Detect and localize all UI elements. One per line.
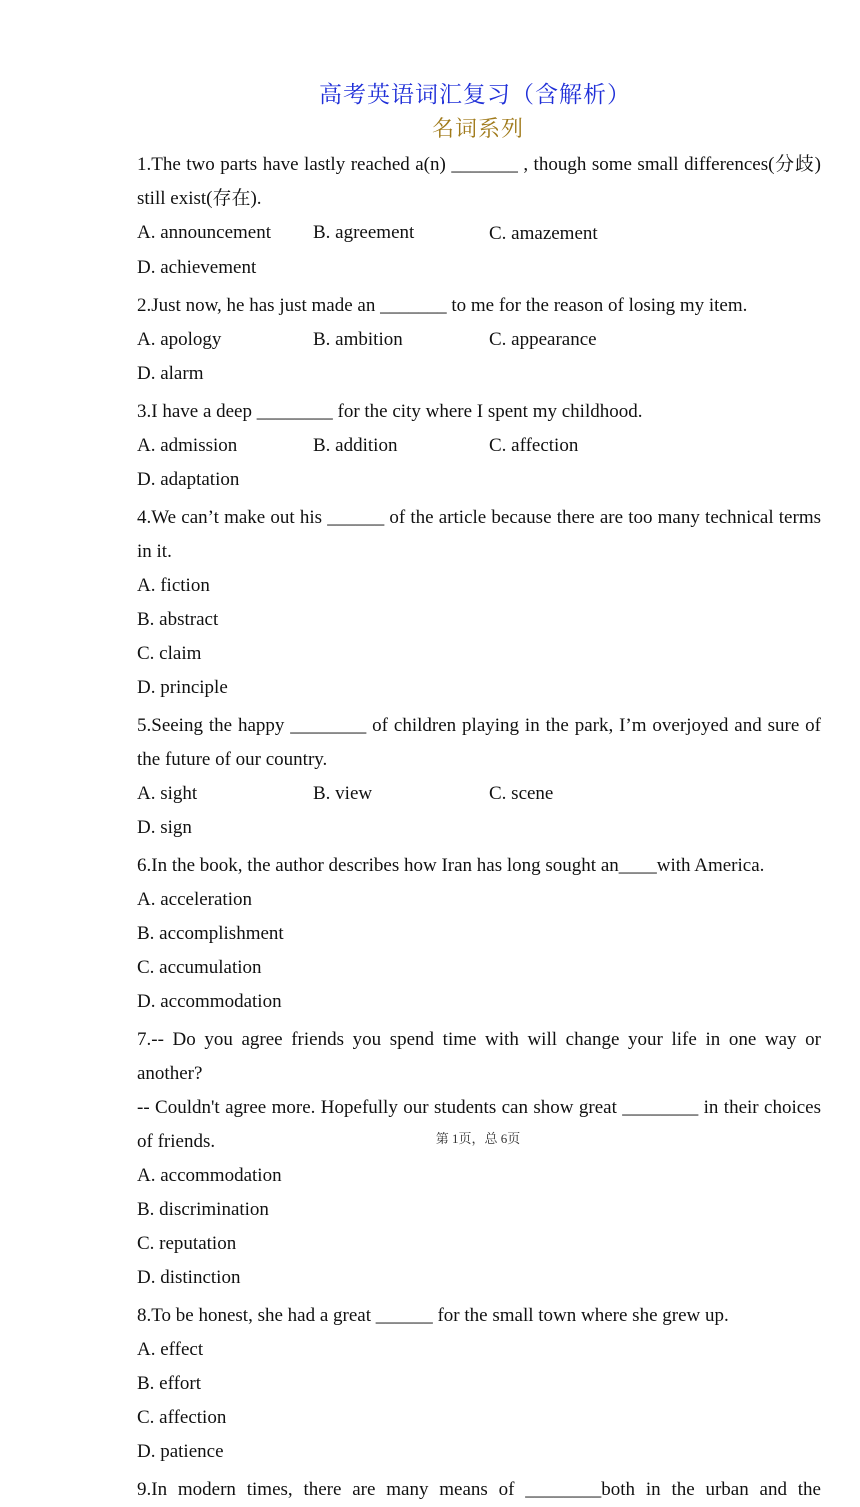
options [137, 429, 821, 497]
question-text: 8.To be honest, she had a great ______ for the small town where she grew up. [137, 1305, 729, 1326]
question-text: 1.The two parts have lastly reached a(n) _______ , though some small differences(分歧) still exist(存在). [137, 154, 821, 209]
question-5 [137, 709, 821, 845]
option-c: C. reputation [137, 1233, 237, 1254]
option-a: A. apology [137, 329, 222, 350]
option-d: D. principle [137, 677, 228, 698]
option-c: C. affection [137, 1407, 227, 1428]
question-text: 6.In the book, the author describes how Iran has long sought an____with America. [137, 855, 765, 876]
option-d: D. alarm [137, 363, 204, 384]
question-1 [137, 148, 821, 285]
option-c: C. scene [489, 783, 554, 804]
option-c: C. amazement [489, 223, 598, 244]
question-text: 2.Just now, he has just made an _______ to me for the reason of losing my item. [137, 295, 748, 316]
option-b: B. ambition [313, 329, 403, 350]
page-title: 高考英语词汇复习（含解析） [319, 82, 631, 107]
option-d: D. sign [137, 817, 192, 838]
option-a: A. sight [137, 783, 198, 804]
question-3 [137, 395, 821, 497]
option-b: B. accomplishment [137, 923, 284, 944]
option-a: A. admission [137, 435, 238, 456]
option-b: B. view [313, 783, 373, 804]
question-text: 5.Seeing the happy ________ of children playing in the park, I’m overjoyed and sure of the future of our country. [137, 715, 821, 770]
question-reply-text: -- Couldn't agree more. Hopefully our students can show great ________ in their choices of friends. [137, 1097, 821, 1152]
option-b: B. agreement [313, 222, 415, 243]
option-d: D. achievement [137, 257, 257, 278]
question-8 [137, 1299, 821, 1469]
options [137, 1333, 821, 1469]
option-c: C. claim [137, 643, 202, 664]
question-list [137, 148, 821, 1507]
option-d: D. distinction [137, 1267, 241, 1288]
option-b: B. addition [313, 435, 398, 456]
question-7 [137, 1023, 821, 1295]
page-footer: 第 1页，总 6页 [435, 1131, 521, 1146]
options [137, 777, 821, 845]
option-d: D. adaptation [137, 469, 240, 490]
option-d: D. patience [137, 1441, 224, 1462]
option-a: A. accommodation [137, 1165, 282, 1186]
options [137, 883, 821, 1019]
options [137, 1159, 821, 1295]
option-a: A. acceleration [137, 889, 252, 910]
options [137, 323, 821, 391]
option-a: A. effect [137, 1339, 204, 1360]
question-2 [137, 289, 821, 391]
question-text: 7.-- Do you agree friends you spend time with will change your life in one way or another? [137, 1029, 821, 1084]
question-text: 4.We can’t make out his ______ of the article because there are too many technical terms in it. [137, 507, 821, 562]
option-c: C. affection [489, 435, 579, 456]
question-text: 9.In modern times, there are many means of ________both in the urban and the [137, 1479, 821, 1500]
question-9 [137, 1473, 821, 1507]
option-d: D. accommodation [137, 991, 282, 1012]
page-subtitle: 名词系列 [431, 116, 524, 141]
question-4 [137, 501, 821, 705]
option-a: A. fiction [137, 575, 210, 596]
option-a: A. announcement [137, 222, 272, 243]
option-b: B. abstract [137, 609, 219, 630]
option-c: C. appearance [489, 329, 597, 350]
question-6 [137, 849, 821, 1019]
options [137, 216, 821, 285]
option-b: B. effort [137, 1373, 202, 1394]
question-text: 3.I have a deep ________ for the city where I spent my childhood. [137, 401, 643, 422]
options [137, 569, 821, 705]
option-c: C. accumulation [137, 957, 262, 978]
option-b: B. discrimination [137, 1199, 269, 1220]
